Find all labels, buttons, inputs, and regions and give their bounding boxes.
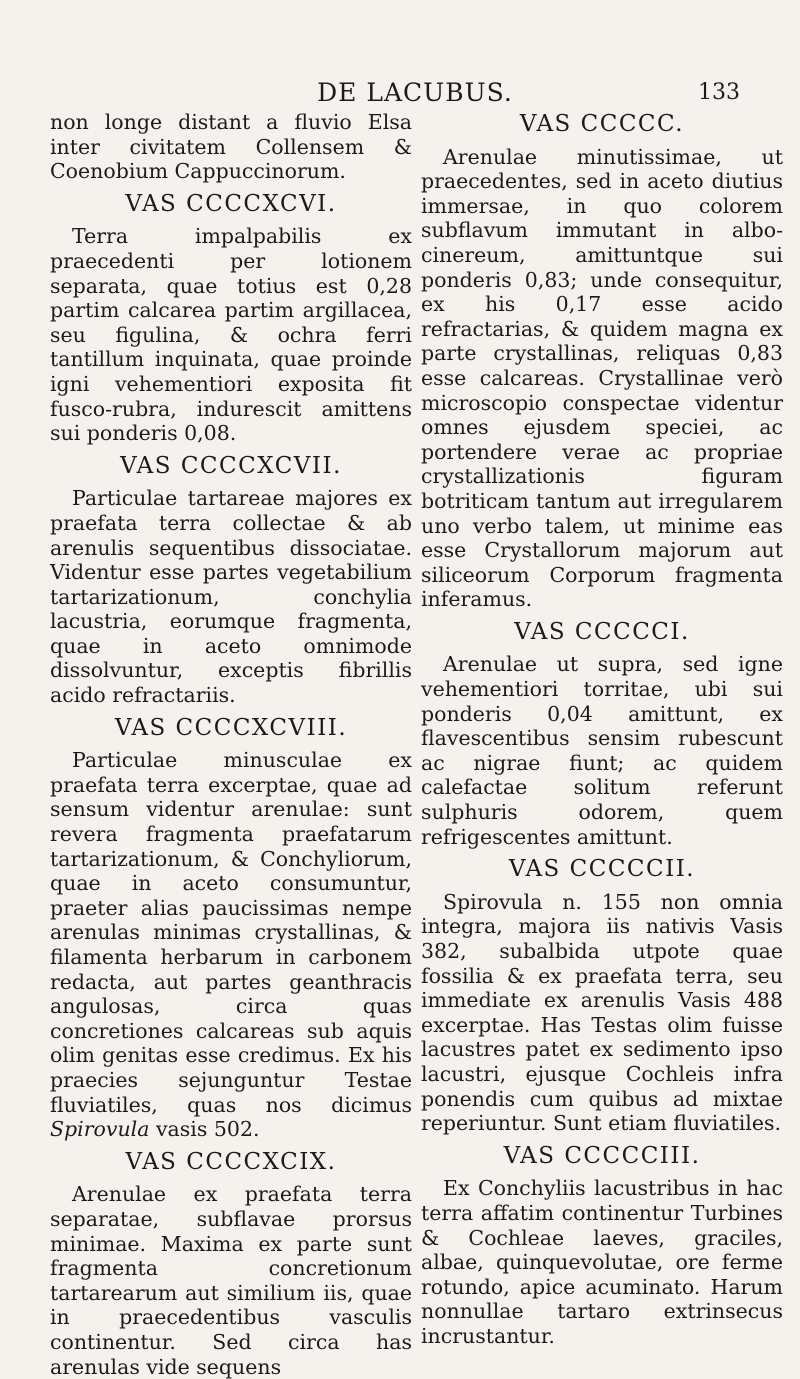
page-number: 133 — [698, 80, 740, 105]
right-column — [421, 110, 783, 1349]
intro-paragraph: non longe distant a fluvio Elsa inter civitatem Collensem & Coenobium Cappuccinorum. — [50, 110, 412, 184]
section-heading: VAS CCCCCIII. — [503, 1142, 701, 1169]
section-heading: VAS CCCCCI. — [514, 618, 690, 645]
section-heading: VAS CCCCCII. — [508, 856, 696, 883]
section-heading: VAS CCCCXCVIII. — [114, 714, 348, 741]
paragraph-text: Particulae minusculae ex praefata terra excerptae, quae ad sensum videntur arenulae: sunt revera fragmenta praefatarum tartarizationum, & Conchyliorum, quae in aceto consumuntur, praeter alias paucissimas nempe arenulas minimas crystallinas, & filamenta herbarum in carbonem redacta, aut partes geanthracis angulosas, circa quas concretiones calcareas sub aquis olim genitas esse credimus. Ex his praecies sejunguntur Testae fluviatiles, quas nos dicimus — [50, 748, 412, 1117]
section-paragraph: Arenulae ut supra, sed igne vehementiori torritae, ubi sui ponderis 0,04 amittunt, ex flavescentibus sensim rubescunt ac nigrae fiunt; ac quidem calefactae solitum referunt sulphuris odorem, quem refrigescentes amittunt. — [421, 652, 783, 849]
section-paragraph: Arenulae minutissimae, ut praecedentes, sed in aceto diutius immersae, in quo colorem subflavum immutant in albo-cinereum, amittuntque sui ponderis 0,83; unde consequitur, ex his 0,17 esse acido refractarias, & quidem magna ex parte crystallinas, reliquas 0,83 esse calcareas. Crystallinae verò microscopio conspectae videntur omnes ejusdem speciei, ac portendere verae ac propriae crystallizationis figuram botriticam tantum aut irregularem uno verbo talem, ut minime eas esse Crystallorum majorum aut siliceorum Corporum fragmenta inferamus. — [421, 144, 783, 612]
section-heading: VAS CCCCC. — [519, 111, 685, 137]
section-paragraph: Particulae tartareae majores ex praefata terra collectae & ab arenulis sequentibus dissociatae. Videntur esse partes vegetabilium tartarizationum, conchylia lacustria, eorumque fragmenta, quae in aceto omnimode dissolvuntur, exceptis fibrillis acido refractariis. — [50, 486, 412, 708]
left-column — [50, 110, 412, 1379]
section-paragraph: Ex Conchyliis lacustribus in hac terra affatim continentur Turbines & Cochleae laeves, graciles, albae, quinquevolutae, ore ferme rotundo, apice acuminato. Harum nonnullae tartaro extrinsecus incrustantur. — [421, 1176, 783, 1348]
italic-term: Spirovula — [50, 1117, 150, 1142]
running-head — [90, 78, 740, 112]
section-heading: VAS CCCCXCVII. — [120, 452, 342, 479]
running-title: DE LACUBUS. — [317, 78, 513, 107]
section-paragraph: Arenulae ex praefata terra separatae, subflavae prorsus minimae. Maxima ex parte sunt fragmenta concretionum tartarearum aut similium iis, quae in praecedentibus vasculis continentur. Sed circa has arenulas vide sequens — [50, 1182, 412, 1379]
section-heading: VAS CCCCXCVI. — [125, 190, 337, 217]
section-paragraph — [50, 748, 412, 1142]
section-paragraph: Spirovula n. 155 non omnia integra, majora iis nativis Vasis 382, subalbida utpote quae fossilia & ex praefata terra, seu immediate ex arenulis Vasis 488 excerptae. Has Testas olim fuisse lacustres patet ex sedimento ipso lacustri, ejusque Cochleis infra ponendis cum quibus ad mixtae reperiuntur. Sunt etiam fluviatiles. — [421, 889, 783, 1136]
paragraph-text: vasis 502. — [149, 1117, 260, 1142]
section-paragraph: Terra impalpabilis ex praecedenti per lotionem separata, quae totius est 0,28 partim calcarea partim argillacea, seu figulina, & ochra ferri tantillum inquinata, quae proinde igni vehementiori exposita fit fusco-rubra, indurescit amittens sui ponderis 0,08. — [50, 224, 412, 446]
section-heading: VAS CCCCXCIX. — [125, 1148, 337, 1175]
